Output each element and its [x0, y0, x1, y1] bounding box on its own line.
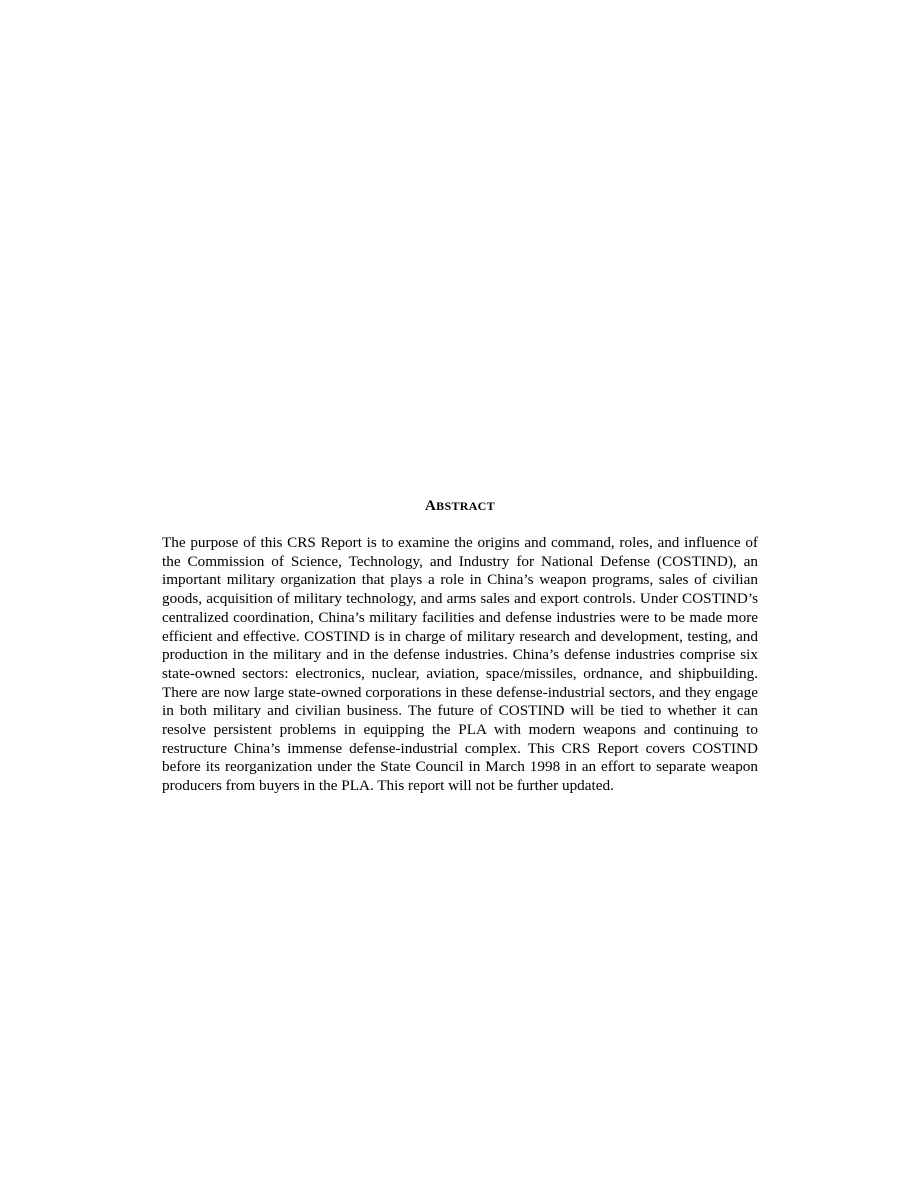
abstract-heading: [162, 496, 758, 516]
abstract-section: [162, 496, 758, 796]
abstract-body: The purpose of this CRS Report is to examine the origins and command, roles, and influence of the Commission of Science, Technology, and Industry for National Defense (COSTIND), an important military organization that plays a role in China’s weapon programs, sales of civilian goods, acquisition of military technology, and arms sales and export controls. Under COSTIND’s centralized coordination, China’s military facilities and defense industries were to be made more efficient and effective. COSTIND is in charge of military research and development, testing, and production in the military and in the defense industries. China’s defense industries comprise six state-owned sectors: electronics, nuclear, aviation, space/missiles, ordnance, and shipbuilding. There are now large state-owned corporations in these defense-industrial sectors, and they engage in both military and civilian business. The future of COSTIND will be tied to whether it can resolve persistent problems in equipping the PLA with modern weapons and continuing to restructure China’s immense defense-industrial complex. This CRS Report covers COSTIND before its reorganization under the State Council in March 1998 in an effort to separate weapon producers from buyers in the PLA. This report will not be further updated.: [162, 534, 758, 795]
abstract-heading-rest: BSTRACT: [436, 499, 495, 513]
abstract-heading-initial: A: [425, 498, 437, 514]
